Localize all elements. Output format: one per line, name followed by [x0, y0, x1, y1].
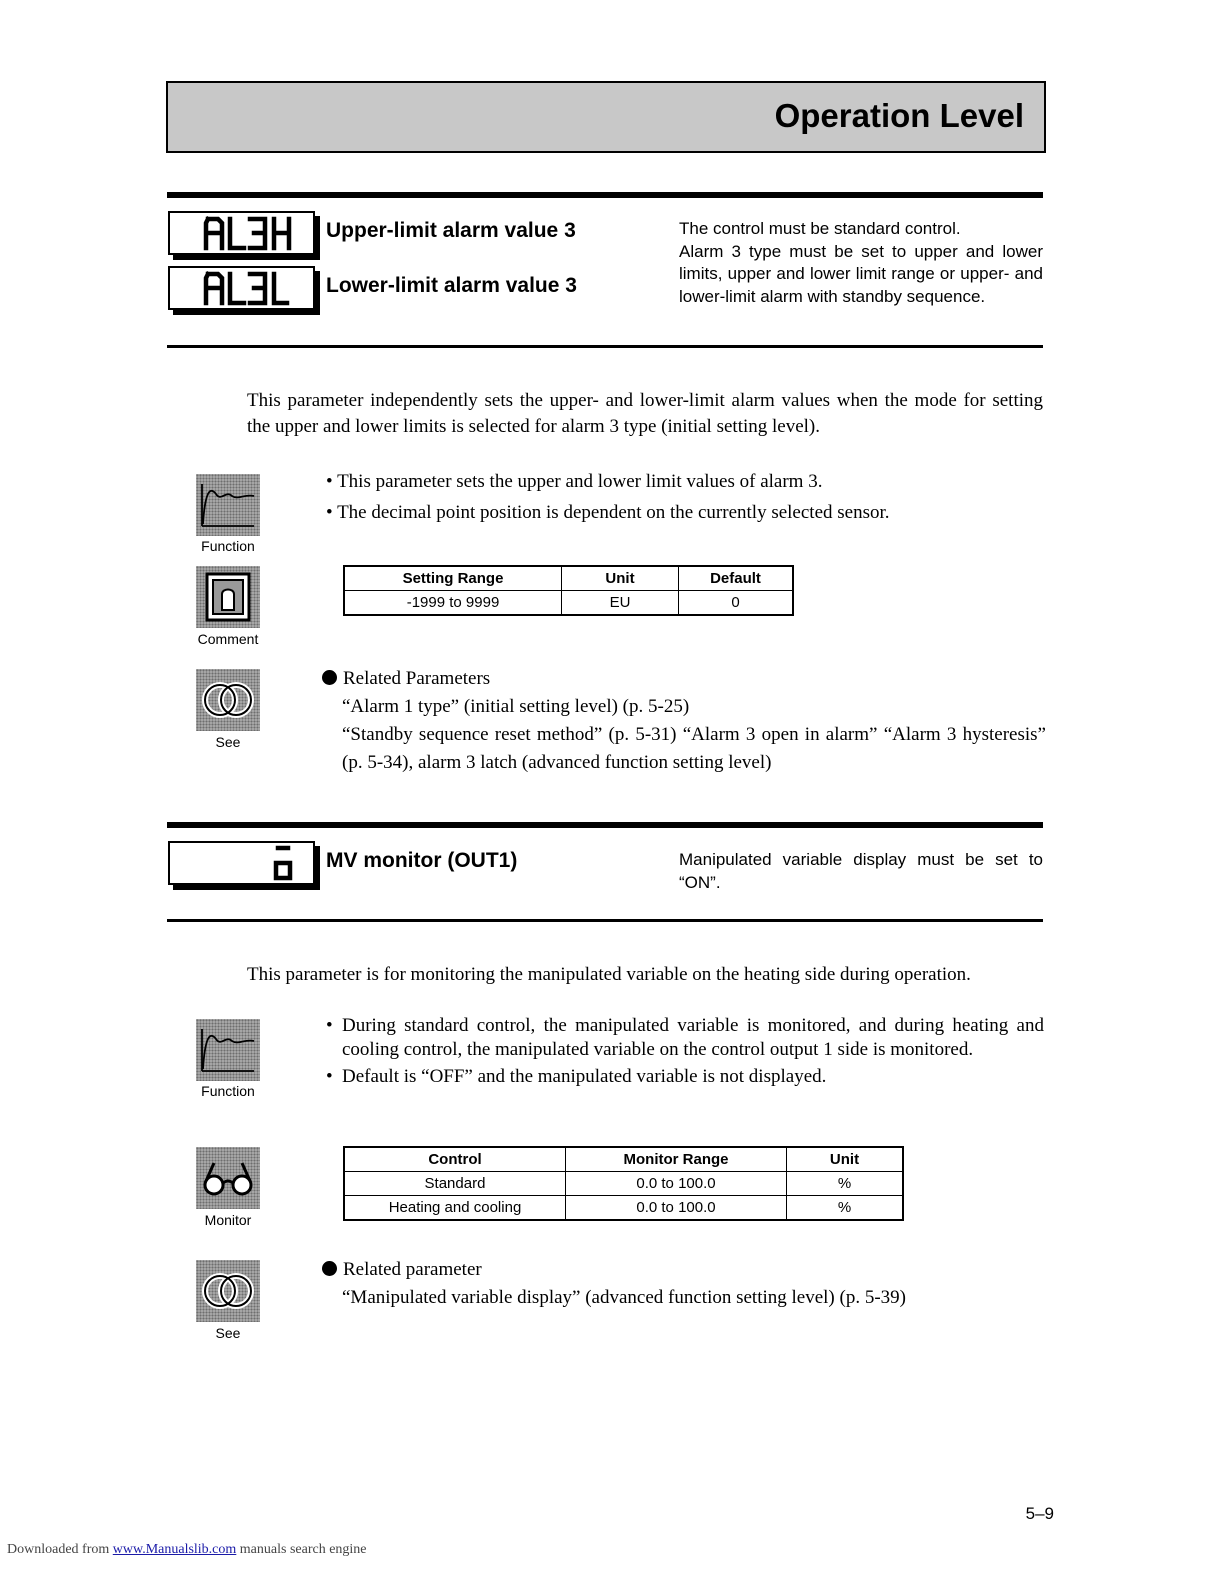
see-label: See — [215, 734, 241, 750]
table-header: Setting Range — [344, 566, 562, 591]
related-line: “Manipulated variable display” (advanced function setting level) (p. 5-39) — [342, 1287, 906, 1308]
segment-display-al3l — [168, 266, 315, 310]
table-cell: 0.0 to 100.0 — [566, 1172, 787, 1196]
param-title-upper: Upper-limit alarm value 3 — [326, 219, 576, 242]
function-label: Function — [201, 538, 255, 554]
setting-range-table — [343, 565, 794, 616]
seven-segment-glyph — [170, 268, 313, 308]
related-heading: Related parameter — [322, 1256, 1046, 1284]
seven-segment-glyph — [170, 213, 313, 253]
table-cell: % — [787, 1172, 904, 1196]
condition-text: Manipulated variable display must be set to “ON”. — [679, 850, 1043, 892]
function-icon — [196, 1019, 260, 1081]
section-intro: This parameter independently sets the upper- and lower-limit alarm values when the mode for setting the upper and lower limits is selected for alarm 3 type (initial setting level). — [247, 390, 1043, 437]
page-number: 5–9 — [1025, 1504, 1054, 1523]
table-cell: 0 — [679, 591, 794, 616]
monitor-range-table — [343, 1146, 904, 1221]
table-header: Monitor Range — [566, 1147, 787, 1172]
bullet-list — [326, 1014, 1044, 1089]
related-parameters — [322, 1256, 1046, 1312]
table-cell: Standard — [344, 1172, 566, 1196]
section-divider — [167, 919, 1043, 922]
seven-segment-glyph — [170, 843, 313, 883]
bullet-list — [326, 470, 1046, 525]
see-icon — [196, 669, 260, 731]
function-label: Function — [201, 1083, 255, 1099]
page-title: Operation Level — [774, 97, 1024, 134]
condition-text — [679, 218, 1043, 308]
see-icon — [196, 1260, 260, 1322]
param-title-lower: Lower-limit alarm value 3 — [326, 274, 577, 297]
section-divider — [167, 822, 1043, 828]
list-item: • The decimal point position is dependent on the currently selected sensor. — [326, 502, 890, 523]
table-cell: -1999 to 9999 — [344, 591, 562, 616]
monitor-label: Monitor — [204, 1212, 252, 1228]
monitor-icon — [196, 1147, 260, 1209]
list-item: • This parameter sets the upper and lower limit values of alarm 3. — [326, 471, 823, 492]
related-line: “Standby sequence reset method” (p. 5-31) “Alarm 3 open in alarm” “Alarm 3 hysteresis” (p. 5-34), alarm 3 latch (advanced function setting level) — [342, 724, 1046, 773]
related-parameters — [322, 665, 1046, 777]
section-divider — [167, 192, 1043, 198]
table-row — [344, 591, 793, 616]
table-row — [344, 1172, 903, 1196]
list-item: • Default is “OFF” and the manipulated variable is not displayed. — [326, 1066, 827, 1087]
function-icon — [196, 474, 260, 536]
param-title-mv: MV monitor (OUT1) — [326, 849, 518, 872]
table-cell: % — [787, 1196, 904, 1221]
section-intro: This parameter is for monitoring the manipulated variable on the heating side during operation. — [247, 964, 971, 985]
table-cell: Heating and cooling — [344, 1196, 566, 1221]
condition-line: The control must be standard control. — [679, 219, 961, 238]
bullet-dot-icon — [322, 670, 337, 685]
page-header-banner — [166, 81, 1046, 153]
table-cell: 0.0 to 100.0 — [566, 1196, 787, 1221]
condition-line: Alarm 3 type must be set to upper and lower limits, upper and lower limit range or upper- and lower-limit alarm with standby sequence. — [679, 241, 1043, 306]
table-header: Unit — [562, 566, 679, 591]
table-header: Default — [679, 566, 794, 591]
segment-display-mv — [168, 841, 315, 885]
segment-display-al3h — [168, 211, 315, 255]
footer-suffix: manuals search engine — [239, 1542, 367, 1557]
footer-prefix: Downloaded from — [7, 1542, 110, 1557]
bullet-dot-icon — [322, 1261, 337, 1276]
related-line: “Alarm 1 type” (initial setting level) (p. 5-25) — [342, 696, 690, 717]
table-row — [344, 1196, 903, 1221]
download-footer — [7, 1542, 367, 1558]
section-divider — [167, 345, 1043, 348]
table-header: Unit — [787, 1147, 904, 1172]
table-cell: EU — [562, 591, 679, 616]
table-header: Control — [344, 1147, 566, 1172]
see-label: See — [215, 1325, 241, 1341]
list-item: • During standard control, the manipulated variable is monitored, and during heating and cooling control, the manipulated variable on the control output 1 side is monitored. — [326, 1015, 1044, 1060]
footer-link[interactable]: www.Manualslib.com — [112, 1542, 237, 1557]
comment-label: Comment — [197, 631, 259, 647]
related-heading: Related Parameters — [322, 665, 1046, 693]
comment-icon — [196, 566, 260, 628]
